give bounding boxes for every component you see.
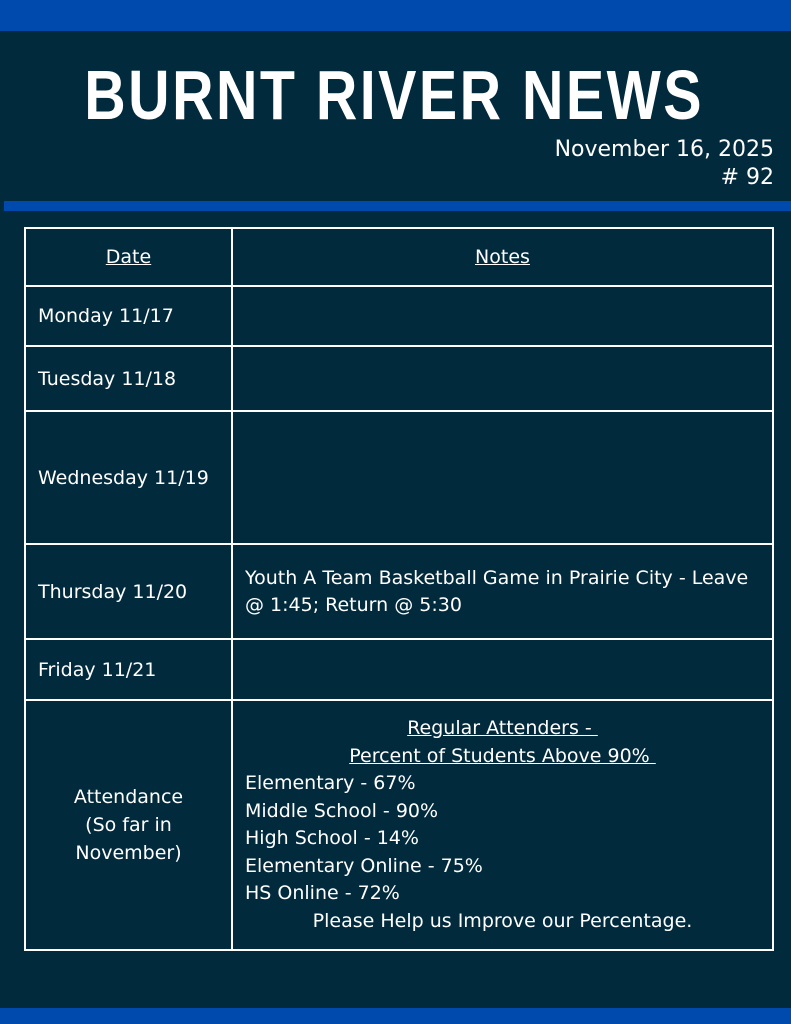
notes-cell xyxy=(232,286,773,346)
issue-number: # 92 xyxy=(720,165,774,190)
attendance-item: HS Online - 72% xyxy=(245,882,400,904)
attendance-label-line: November) xyxy=(75,842,182,864)
day-cell: Tuesday 11/18 xyxy=(25,346,232,411)
attendance-label xyxy=(25,700,232,950)
table-header-row xyxy=(25,228,773,286)
notes-cell: Youth A Team Basketball Game in Prairie City - Leave @ 1:45; Return @ 5:30 xyxy=(232,544,773,639)
day-cell: Monday 11/17 xyxy=(25,286,232,346)
table-row xyxy=(25,544,773,639)
attendance-item: High School - 14% xyxy=(245,827,419,849)
table-row xyxy=(25,411,773,544)
attendance-notes xyxy=(232,700,773,950)
attendance-heading: Percent of Students Above 90% xyxy=(349,744,656,767)
notes-cell xyxy=(232,639,773,700)
attendance-item: Middle School - 90% xyxy=(245,799,439,822)
table-row xyxy=(25,346,773,411)
table-row xyxy=(25,639,773,700)
attendance-label-line: (So far in xyxy=(85,814,172,836)
notes-cell xyxy=(232,346,773,411)
day-cell: Friday 11/21 xyxy=(25,639,232,700)
table-row xyxy=(25,286,773,346)
date-header: Date xyxy=(25,228,232,286)
bottom-accent-bar xyxy=(0,1008,791,1024)
notes-cell xyxy=(232,411,773,544)
attendance-heading: Regular Attenders - xyxy=(407,717,598,739)
attendance-item: Elementary Online - 75% xyxy=(245,854,483,877)
attendance-row xyxy=(25,700,773,950)
day-cell: Wednesday 11/19 xyxy=(25,411,232,544)
attendance-label-line: Attendance xyxy=(73,786,184,808)
issue-info xyxy=(555,136,774,192)
header-divider xyxy=(4,201,791,211)
issue-date: November 16, 2025 xyxy=(554,137,774,162)
newsletter-title: BURNT RIVER NEWS xyxy=(84,56,705,134)
day-cell: Thursday 11/20 xyxy=(25,544,232,639)
notes-header: Notes xyxy=(232,228,773,286)
attendance-footer: Please Help us Improve our Percentage. xyxy=(312,909,693,932)
schedule-table xyxy=(24,227,774,951)
attendance-item: Elementary - 67% xyxy=(245,772,416,794)
top-accent-bar xyxy=(0,0,791,31)
